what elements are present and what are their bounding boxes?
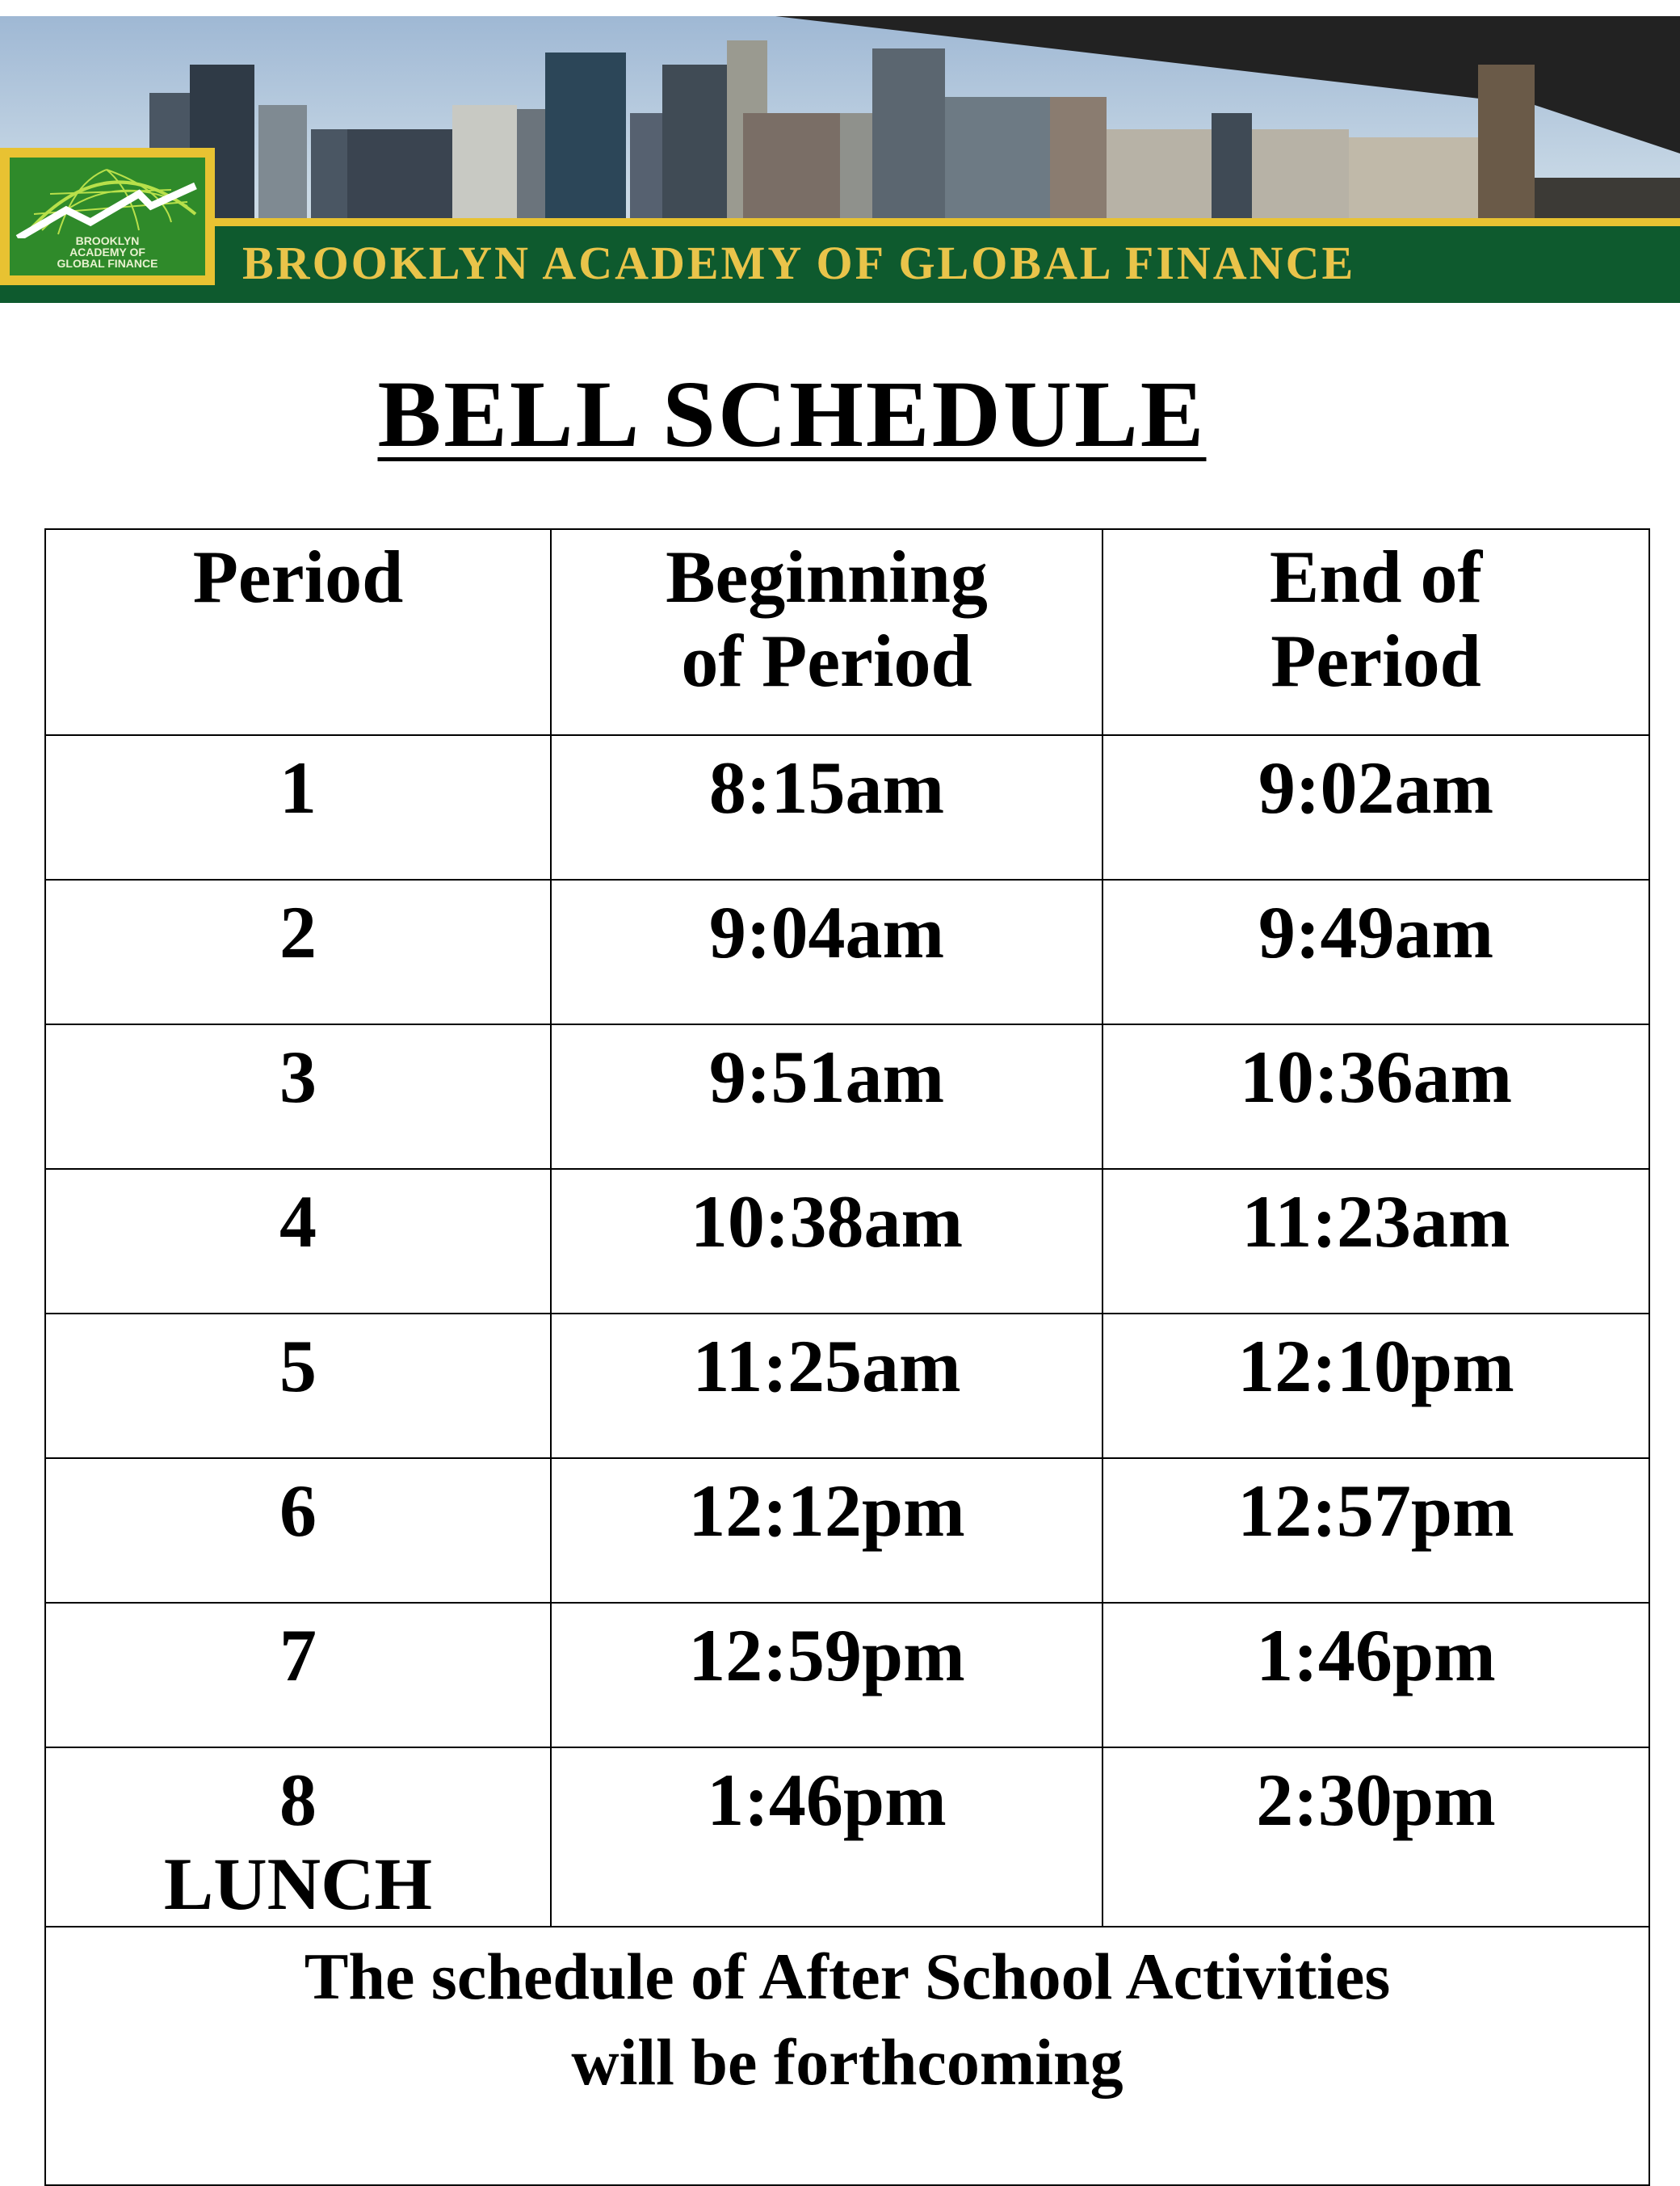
table-row	[45, 1314, 1649, 1458]
table-row	[45, 1024, 1649, 1169]
begin-cell: 9:51am	[551, 1024, 1102, 1169]
begin-cell: 12:12pm	[551, 1458, 1102, 1603]
period-cell: 5	[45, 1314, 551, 1458]
period-cell: 4	[45, 1169, 551, 1314]
period-cell: 1	[45, 735, 551, 880]
logo-line: GLOBAL FINANCE	[57, 257, 158, 270]
header-end-label: End of Period	[1269, 536, 1483, 702]
table-row	[45, 1747, 1649, 1927]
logo-line: BROOKLYN	[75, 234, 140, 247]
end-cell: 12:10pm	[1102, 1314, 1649, 1458]
school-logo	[0, 148, 215, 285]
footer-line: The schedule of After School Activities	[304, 1940, 1391, 2013]
begin-cell: 11:25am	[551, 1314, 1102, 1458]
period-number: 8	[279, 1759, 317, 1841]
page-title: BELL SCHEDULE	[377, 361, 1207, 467]
table-row	[45, 1169, 1649, 1314]
footer-row	[45, 1927, 1649, 2185]
table-header-row	[45, 529, 1649, 735]
footer-note	[45, 1927, 1649, 2185]
footer-line: will be forthcoming	[571, 2025, 1124, 2099]
period-cell: 3	[45, 1024, 551, 1169]
header-begin-label: Beginning of Period	[666, 536, 988, 702]
end-cell: 11:23am	[1102, 1169, 1649, 1314]
globe-icon	[10, 158, 205, 238]
logo-text	[10, 235, 205, 269]
end-cell: 9:49am	[1102, 880, 1649, 1024]
begin-cell: 8:15am	[551, 735, 1102, 880]
end-cell: 2:30pm	[1102, 1747, 1649, 1927]
period-cell	[45, 1747, 551, 1927]
begin-cell: 10:38am	[551, 1169, 1102, 1314]
lunch-label: LUNCH	[163, 1843, 433, 1925]
end-cell: 12:57pm	[1102, 1458, 1649, 1603]
period-cell: 6	[45, 1458, 551, 1603]
begin-cell: 9:04am	[551, 880, 1102, 1024]
table-row	[45, 1458, 1649, 1603]
begin-cell: 12:59pm	[551, 1603, 1102, 1747]
bell-schedule-table	[44, 528, 1650, 2186]
table-row	[45, 1603, 1649, 1747]
period-cell: 2	[45, 880, 551, 1024]
begin-cell: 1:46pm	[551, 1747, 1102, 1927]
header-end	[1102, 529, 1649, 735]
period-cell: 7	[45, 1603, 551, 1747]
header-begin	[551, 529, 1102, 735]
table-row	[45, 735, 1649, 880]
school-name: BROOKLYN ACADEMY OF GLOBAL FINANCE	[242, 237, 1356, 289]
header-banner	[0, 16, 1680, 303]
table-row	[45, 880, 1649, 1024]
end-cell: 10:36am	[1102, 1024, 1649, 1169]
logo-line: ACADEMY OF	[69, 246, 145, 259]
header-period: Period	[45, 529, 551, 735]
end-cell: 9:02am	[1102, 735, 1649, 880]
end-cell: 1:46pm	[1102, 1603, 1649, 1747]
